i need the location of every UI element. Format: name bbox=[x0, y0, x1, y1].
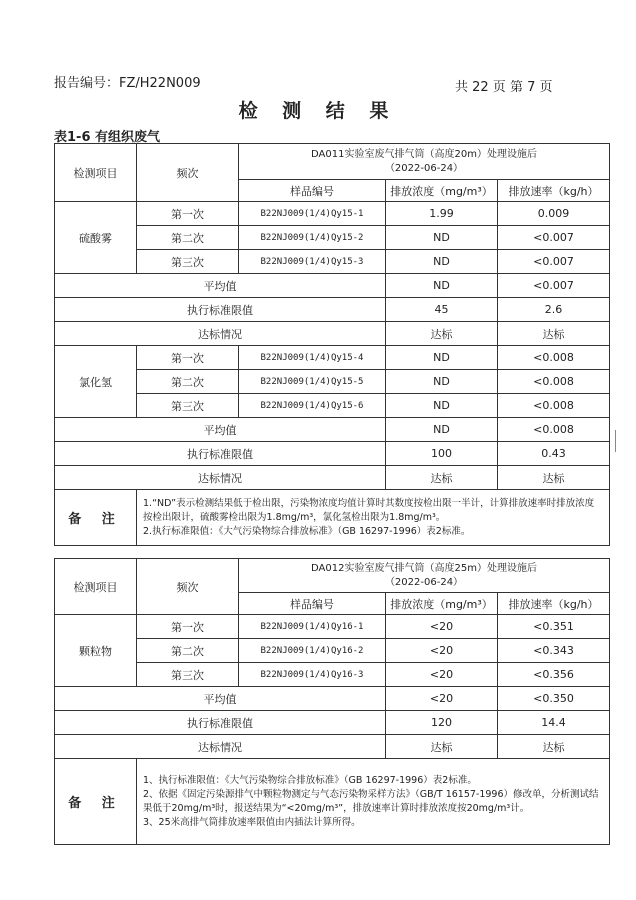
facility-date: （2022-06-24） bbox=[384, 162, 464, 174]
standard-label: 执行标准限值 bbox=[55, 711, 386, 735]
header-sample: 样品编号 bbox=[239, 180, 386, 202]
table-row bbox=[55, 202, 610, 226]
frequency-cell: 第一次 bbox=[137, 615, 239, 639]
frequency-cell: 第三次 bbox=[137, 663, 239, 687]
concentration-value: ND bbox=[386, 250, 498, 274]
sample-id: B22NJ009(1/4)Qy15-2 bbox=[239, 226, 386, 250]
rate-value: 0.009 bbox=[498, 202, 610, 226]
note-line: 3、25米高排气筒排放速率限值由内插法计算所得。 bbox=[143, 816, 361, 828]
concentration-value: 1.99 bbox=[386, 202, 498, 226]
compliance-label: 达标情况 bbox=[55, 735, 386, 759]
notes-label: 备 注 bbox=[55, 490, 137, 546]
frequency-cell: 第一次 bbox=[137, 202, 239, 226]
sample-id: B22NJ009(1/4)Qy15-4 bbox=[239, 346, 386, 370]
standard-rate: 2.6 bbox=[498, 298, 610, 322]
header-rate: 排放速率（kg/h） bbox=[498, 180, 610, 202]
compliance-rate: 达标 bbox=[498, 322, 610, 346]
standard-label: 执行标准限值 bbox=[55, 442, 386, 466]
compliance-concentration: 达标 bbox=[386, 466, 498, 490]
header-rate: 排放速率（kg/h） bbox=[498, 593, 610, 615]
rate-value: <0.007 bbox=[498, 226, 610, 250]
standard-rate: 0.43 bbox=[498, 442, 610, 466]
pollutant-name: 硫酸雾 bbox=[55, 202, 137, 274]
average-concentration: ND bbox=[386, 274, 498, 298]
rate-value: <0.008 bbox=[498, 394, 610, 418]
table-caption: 表1-6 有组织废气 bbox=[54, 130, 161, 145]
average-label: 平均值 bbox=[55, 418, 386, 442]
pollutant-name: 颗粒物 bbox=[55, 615, 137, 687]
table-row bbox=[55, 346, 610, 370]
frequency-cell: 第三次 bbox=[137, 394, 239, 418]
compliance-label: 达标情况 bbox=[55, 322, 386, 346]
table-row bbox=[55, 370, 610, 394]
concentration-value: <20 bbox=[386, 615, 498, 639]
average-rate: <0.007 bbox=[498, 274, 610, 298]
average-row bbox=[55, 274, 610, 298]
compliance-row bbox=[55, 322, 610, 346]
sample-id: B22NJ009(1/4)Qy16-2 bbox=[239, 639, 386, 663]
average-row bbox=[55, 418, 610, 442]
standard-row bbox=[55, 442, 610, 466]
sample-id: B22NJ009(1/4)Qy15-1 bbox=[239, 202, 386, 226]
note-line: 2.执行标准限值：《大气污染物综合排放标准》（GB 16297-1996）表2标准。 bbox=[143, 525, 471, 537]
concentration-value: ND bbox=[386, 226, 498, 250]
rate-value: <0.356 bbox=[498, 663, 610, 687]
facility-header bbox=[239, 559, 610, 593]
standard-concentration: 45 bbox=[386, 298, 498, 322]
table-row bbox=[55, 639, 610, 663]
rate-value: <0.007 bbox=[498, 250, 610, 274]
average-rate: <0.008 bbox=[498, 418, 610, 442]
average-label: 平均值 bbox=[55, 687, 386, 711]
sample-id: B22NJ009(1/4)Qy15-6 bbox=[239, 394, 386, 418]
concentration-value: ND bbox=[386, 370, 498, 394]
facility-date: （2022-06-24） bbox=[384, 576, 464, 588]
table-row bbox=[55, 250, 610, 274]
average-rate: <0.350 bbox=[498, 687, 610, 711]
rate-value: <0.351 bbox=[498, 615, 610, 639]
concentration-value: ND bbox=[386, 394, 498, 418]
standard-label: 执行标准限值 bbox=[55, 298, 386, 322]
table-row bbox=[55, 394, 610, 418]
note-line: 1.“ND”表示检测结果低于检出限，污染物浓度均值计算时其数度按检出限一半计，计算排放速率时排放浓度按检出限计，硫酸雾检出限为1.8mg/m³，氯化氢检出限为1.8mg/m³。 bbox=[143, 497, 595, 523]
compliance-rate: 达标 bbox=[498, 466, 610, 490]
rate-value: <0.008 bbox=[498, 370, 610, 394]
concentration-value: <20 bbox=[386, 639, 498, 663]
compliance-concentration: 达标 bbox=[386, 322, 498, 346]
header-item: 检测项目 bbox=[55, 144, 137, 202]
sample-id: B22NJ009(1/4)Qy15-5 bbox=[239, 370, 386, 394]
standard-row bbox=[55, 711, 610, 735]
compliance-rate: 达标 bbox=[498, 735, 610, 759]
note-line: 1、执行标准限值：《大气污染物综合排放标准》（GB 16297-1996）表2标准。 bbox=[143, 774, 477, 786]
sample-id: B22NJ009(1/4)Qy15-3 bbox=[239, 250, 386, 274]
compliance-label: 达标情况 bbox=[55, 466, 386, 490]
notes-row bbox=[55, 490, 610, 546]
rate-value: <0.343 bbox=[498, 639, 610, 663]
notes-row bbox=[55, 759, 610, 845]
concentration-value: ND bbox=[386, 346, 498, 370]
compliance-concentration: 达标 bbox=[386, 735, 498, 759]
frequency-cell: 第二次 bbox=[137, 370, 239, 394]
report-number: 报告编号：FZ/H22N009 bbox=[54, 76, 201, 91]
header-concentration: 排放浓度（mg/m³） bbox=[386, 180, 498, 202]
sample-id: B22NJ009(1/4)Qy16-1 bbox=[239, 615, 386, 639]
table-row bbox=[55, 226, 610, 250]
facility-name: DA012实验室废气排气筒（高度25m）处理设施后 bbox=[311, 562, 537, 574]
page-count: 共 22 页 第 7 页 bbox=[455, 80, 553, 95]
frequency-cell: 第二次 bbox=[137, 226, 239, 250]
concentration-value: <20 bbox=[386, 663, 498, 687]
header-sample: 样品编号 bbox=[239, 593, 386, 615]
facility-name: DA011实验室废气排气筒（高度20m）处理设施后 bbox=[311, 148, 537, 160]
header-frequency: 频次 bbox=[137, 144, 239, 202]
rate-value: <0.008 bbox=[498, 346, 610, 370]
standard-row bbox=[55, 298, 610, 322]
notes-content bbox=[137, 490, 610, 546]
table-row bbox=[55, 663, 610, 687]
standard-rate: 14.4 bbox=[498, 711, 610, 735]
results-table-da011 bbox=[54, 143, 610, 546]
frequency-cell: 第三次 bbox=[137, 250, 239, 274]
average-label: 平均值 bbox=[55, 274, 386, 298]
average-concentration: ND bbox=[386, 418, 498, 442]
facility-header bbox=[239, 144, 610, 180]
note-line: 2、依据《固定污染源排气中颗粒物测定与气态污染物采样方法》（GB/T 16157-1996）修改单，分析测试结果低于20mg/m³时，报送结果为“<20mg/m³”，排放速率计算时排放浓度按20mg/m³计。 bbox=[143, 788, 599, 814]
results-table-da012 bbox=[54, 558, 610, 845]
frequency-cell: 第一次 bbox=[137, 346, 239, 370]
header-concentration: 排放浓度（mg/m³） bbox=[386, 593, 498, 615]
header-item: 检测项目 bbox=[55, 559, 137, 615]
compliance-row bbox=[55, 735, 610, 759]
sample-id: B22NJ009(1/4)Qy16-3 bbox=[239, 663, 386, 687]
average-concentration: <20 bbox=[386, 687, 498, 711]
margin-mark bbox=[615, 430, 630, 452]
notes-label: 备 注 bbox=[55, 759, 137, 845]
pollutant-name: 氯化氢 bbox=[55, 346, 137, 418]
standard-concentration: 120 bbox=[386, 711, 498, 735]
compliance-row bbox=[55, 466, 610, 490]
notes-content bbox=[137, 759, 610, 845]
average-row bbox=[55, 687, 610, 711]
table-row bbox=[55, 615, 610, 639]
standard-concentration: 100 bbox=[386, 442, 498, 466]
header-frequency: 频次 bbox=[137, 559, 239, 615]
page-title: 检 测 结 果 bbox=[238, 100, 398, 122]
frequency-cell: 第二次 bbox=[137, 639, 239, 663]
